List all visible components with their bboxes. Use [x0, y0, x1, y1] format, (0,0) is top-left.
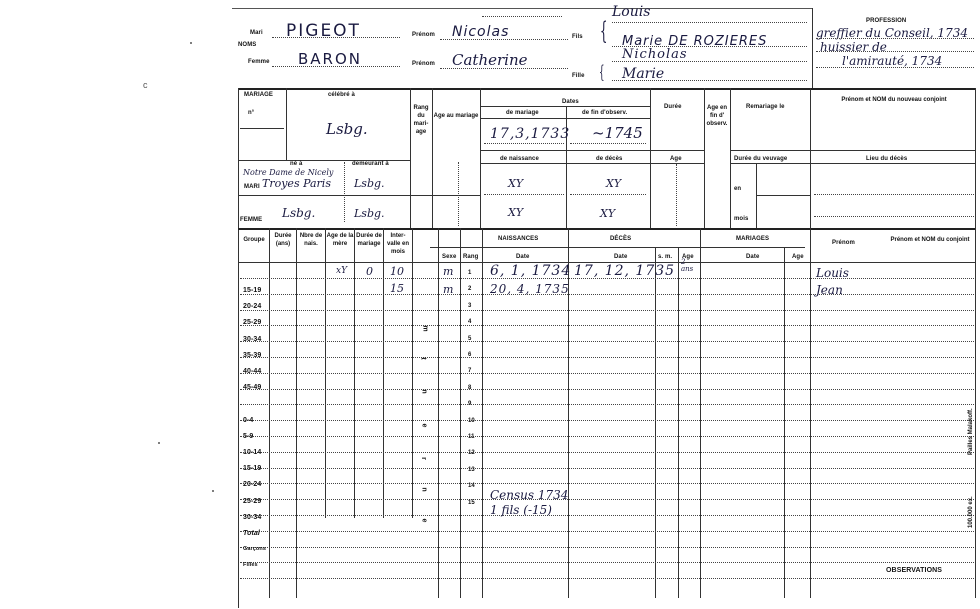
row1-duree-mariage: 0 — [366, 265, 373, 278]
deces-label-top: de décès — [596, 156, 623, 162]
marriage-top-rule — [238, 88, 976, 90]
fils-line-1 — [612, 22, 807, 23]
row1-naissance: 6, 1, 1734 — [490, 263, 572, 279]
femme-prenom: Catherine — [452, 51, 528, 69]
table-row-line — [240, 483, 974, 484]
femme-row-label: FEMME — [240, 217, 263, 223]
deces-header: DÉCÈS — [610, 236, 632, 242]
stray-mark-1: c — [143, 80, 148, 90]
duree-mariage-header: Durée de mariage — [356, 233, 382, 247]
col-mariages-date — [784, 247, 785, 598]
mari-prenom-label: Prénom — [412, 32, 435, 38]
census-note-1: Census 1734 — [490, 488, 569, 502]
femme-name: BARON — [298, 50, 363, 68]
remariage-underline — [730, 150, 810, 151]
fils-brace: { — [599, 17, 608, 45]
femme-naissance: XY — [508, 206, 524, 219]
mari-label: Mari — [250, 30, 263, 36]
femme-prenom-label: Prénom — [412, 61, 435, 67]
groupe-header: Groupe — [243, 237, 265, 243]
intervalle-header: Inter-valle en mois — [386, 233, 409, 255]
veuvage-underline — [730, 163, 810, 164]
dates-label: Dates — [562, 99, 579, 105]
row2-intervalle: 15 — [390, 282, 404, 295]
table-row-line — [240, 389, 974, 390]
mari-name-line — [272, 37, 400, 38]
rang-number: 10 — [468, 418, 475, 424]
rang-number: 8 — [468, 385, 472, 391]
date-mariage: 17,3,1733 — [490, 126, 571, 142]
groupe-label: Garçons — [243, 546, 267, 552]
groupe-label: 25-29 — [243, 319, 262, 326]
side-letter: n — [420, 487, 428, 492]
rang-label: Rang du mari-age — [413, 105, 429, 135]
col-duree — [296, 228, 297, 598]
marriage-bottom-rule — [238, 228, 976, 230]
demeurant-label: demeurant à — [352, 161, 389, 167]
table-row-line — [240, 547, 974, 548]
groupe-label: 30-34 — [243, 336, 262, 343]
census-note-2: 1 fils (-15) — [490, 503, 552, 517]
side-print-1: Pailles Malakoff. — [968, 408, 974, 455]
groupe-label: Total — [243, 530, 260, 537]
mariages-header: MARIAGES — [736, 236, 770, 242]
table-row-line — [240, 499, 974, 500]
mois-label: mois — [734, 216, 749, 222]
mari-row-label: MARI — [244, 184, 260, 190]
groupe-label: 10-14 — [243, 449, 262, 456]
mari-deces: XY — [606, 177, 622, 190]
mari-naissance: XY — [508, 177, 524, 190]
rang-number: 12 — [468, 450, 475, 456]
rang-number: 9 — [468, 401, 472, 407]
row1-intervalle: 10 — [390, 265, 404, 278]
fils-label: Fils — [572, 34, 583, 40]
col-sm — [678, 247, 679, 598]
duree-label: Durée — [664, 104, 682, 110]
age-fin-label: Age en fin d' observ. — [706, 105, 728, 127]
groupe-label: 45-49 — [243, 384, 262, 391]
naissance-underline — [480, 163, 704, 164]
groupe-label: 15-19 — [243, 465, 262, 472]
side-letter: n — [420, 389, 428, 394]
groupe-label: 40-44 — [243, 368, 262, 375]
table-row-line — [240, 531, 974, 532]
table-row-line — [240, 404, 974, 405]
table-row-line — [240, 452, 974, 453]
rang-number: 13 — [468, 467, 475, 473]
prenom-nom-conjoint-label: Prénom et NOM du nouveau conjoint — [841, 97, 947, 103]
stray-dot-1 — [190, 42, 192, 44]
no-line — [240, 128, 284, 129]
lieu-line-1 — [814, 194, 974, 195]
fils-name-3: Nicholas — [622, 47, 688, 62]
top-rule — [232, 8, 812, 9]
groupe-label: 25-29 — [243, 498, 262, 505]
conjoint-underline — [810, 150, 976, 151]
fils-name-2: Marie DE ROZIERES — [622, 34, 768, 49]
table-row-line — [240, 578, 974, 579]
mari-born: Troyes Paris — [262, 177, 331, 190]
mari-prenom: Nicolas — [452, 24, 510, 40]
prenom-nom-conjoint-header: Prénom et NOM du conjoint — [890, 237, 970, 243]
col-rang — [482, 228, 483, 598]
lieu-underline — [810, 163, 976, 164]
rang-number: 14 — [468, 483, 475, 489]
dates-sub-underline — [480, 118, 650, 119]
profession-line-3: l'amirauté, 1734 — [842, 54, 943, 68]
dates-underline — [480, 106, 650, 107]
age-right-divider — [480, 88, 481, 228]
sm-header: s. m. — [658, 254, 673, 260]
profession-label: PROFESSION — [866, 18, 907, 24]
lieu-line-2 — [814, 216, 974, 217]
veuvage-mid-line — [756, 195, 810, 196]
row1-age: 2 ans — [681, 258, 694, 273]
groupe-label: 35-39 — [243, 352, 262, 359]
noms-label: NOMS — [238, 42, 257, 48]
left-border — [238, 88, 239, 608]
mari-row-line — [238, 195, 410, 196]
right-border — [975, 88, 976, 598]
col-mariages-age — [810, 228, 811, 598]
femme-deces: XY — [600, 207, 616, 220]
side-letter: e — [420, 518, 428, 523]
table-row-line — [240, 357, 974, 358]
col-deces-date — [655, 247, 656, 598]
profession-divider — [812, 8, 813, 88]
table-row-line — [240, 436, 974, 437]
rang-number: 2 — [468, 286, 472, 292]
rang-number: 4 — [468, 319, 472, 325]
duree-veuvage-label: Durée du veuvage — [734, 156, 788, 162]
age-mariage-label: Age au mariage — [433, 113, 479, 119]
row2-naissance: 20, 4, 1735 — [490, 282, 570, 296]
prenom-header: Prénom — [832, 240, 855, 246]
age-center-dotted — [458, 162, 459, 226]
stray-dot-3 — [212, 490, 214, 492]
table-row-line — [240, 562, 974, 563]
col-side-letters — [438, 228, 439, 598]
femme-lives: Lsbg. — [354, 207, 385, 220]
prof-line-1 — [816, 38, 974, 39]
rang-number: 15 — [468, 500, 475, 506]
filles-label: Fille — [572, 73, 585, 79]
age-mere-header: Age de la mère — [326, 233, 354, 247]
mari-lives: Lsbg. — [354, 177, 385, 190]
row1-prenom: Louis — [816, 266, 849, 280]
deces-date-header: Date — [614, 254, 628, 260]
age-label-2: Age — [670, 156, 682, 162]
table-row-line — [240, 468, 974, 469]
femme-name-line — [272, 66, 400, 67]
side-letter: r — [419, 457, 427, 460]
fin-observ-label: de fin d'observ. — [582, 110, 628, 116]
naissances-header: NAISSANCES — [498, 236, 539, 242]
fils-name-1: Louis — [612, 4, 651, 20]
mariages-age-header: Age — [792, 254, 804, 260]
table-row-line — [240, 294, 974, 295]
groupe-label: 5-9 — [243, 433, 254, 440]
fille-brace: { — [598, 62, 605, 83]
date-fin: ~1745 — [592, 124, 643, 142]
table-row-line — [240, 341, 974, 342]
lieu-deces-label: Lieu du décès — [866, 156, 908, 162]
duree-left-divider — [650, 88, 651, 228]
table-row-line — [240, 373, 974, 374]
remariage-right-divider — [810, 88, 811, 228]
de-mariage-label: de mariage — [506, 110, 539, 116]
mariage-no-divider — [286, 88, 287, 160]
groupe-label: 20-24 — [243, 303, 262, 310]
rang-number: 5 — [468, 336, 472, 342]
naissance-label: de naissance — [500, 156, 539, 162]
col-sexe — [460, 228, 461, 598]
profession-line-2: huissier de — [820, 40, 887, 54]
groupe-label: 20-24 — [243, 481, 262, 488]
row2-sexe: m — [443, 283, 454, 296]
row1-sexe: m — [443, 265, 454, 278]
dotted-top — [482, 16, 562, 17]
age-dotted — [676, 164, 677, 226]
side-print-2: 100.000 ex. — [968, 496, 974, 528]
side-letter: t — [419, 357, 427, 360]
mariages-date-header: Date — [746, 254, 760, 260]
col-deces-age — [700, 228, 701, 598]
mariage-label: MARIAGE — [244, 92, 274, 98]
naissance-date-header: Date — [516, 254, 530, 260]
observations-label: OBSERVATIONS — [886, 567, 943, 574]
femme-label: Femme — [248, 59, 270, 65]
date-fin-line — [570, 143, 646, 144]
mari-name: PIGEOT — [286, 21, 361, 41]
prof-line-3 — [816, 67, 974, 68]
remariage-label: Remariage le — [746, 104, 785, 110]
rang-number: 6 — [468, 352, 472, 358]
mari-nais-line — [484, 194, 564, 195]
rang-number: 3 — [468, 303, 472, 309]
rang-right-divider — [432, 88, 433, 228]
nbre-header: Nbre de nais. — [299, 233, 323, 247]
sexe-header: Sexe — [442, 254, 457, 260]
groupe-label: 15-19 — [243, 287, 262, 294]
femme-born: Lsbg. — [282, 206, 316, 220]
fille-name-1: Marie — [622, 66, 665, 82]
no-label: n° — [248, 110, 255, 116]
fille-line-1 — [612, 80, 807, 81]
femme-prenom-line — [440, 68, 568, 69]
celebre-label: célébré à — [328, 92, 355, 98]
groupe-label: 0-4 — [243, 417, 254, 424]
rang-row-line — [410, 195, 480, 196]
side-letter: m — [421, 325, 429, 332]
table-row-line — [240, 310, 974, 311]
mari-born-note: Notre Dame de Nicely — [243, 168, 334, 177]
rang-number: 7 — [468, 368, 472, 374]
fils-line-3 — [612, 61, 807, 62]
mari-dec-line — [570, 194, 646, 195]
col-groupe — [269, 228, 270, 598]
ne-dem-divider — [344, 162, 345, 222]
dates-row-rule — [480, 150, 704, 151]
veuvage-inner-divider — [756, 164, 757, 228]
rang-number: 11 — [468, 434, 475, 440]
mari-prenom-line — [440, 39, 568, 40]
deces-age-header: Age — [682, 254, 694, 260]
en-label: en — [734, 186, 742, 192]
mariage-place: Lsbg. — [326, 120, 368, 138]
row1-deces: 17, 12, 1735 — [574, 263, 676, 279]
duree-header: Durée (ans) — [274, 233, 292, 247]
ne-a-label: né à — [290, 161, 303, 167]
table-row-line — [240, 515, 974, 516]
age-fin-right-divider — [730, 88, 731, 228]
stray-dot-2 — [158, 442, 160, 444]
fils-line-2 — [612, 46, 807, 47]
table-subheader-rule — [430, 247, 805, 248]
groupe-label: Filles — [243, 562, 258, 568]
groupe-label: 30-34 — [243, 514, 262, 521]
row2-prenom: Jean — [816, 283, 843, 297]
table-row-line — [240, 420, 974, 421]
profession-line-1: greffier du Conseil, 1734 — [816, 26, 968, 40]
prof-line-2 — [816, 51, 974, 52]
table-row-line — [240, 325, 974, 326]
side-letter: e — [420, 423, 428, 428]
date-mariage-line — [484, 143, 564, 144]
row1-age-mere: xY — [336, 266, 348, 276]
dates-mid-divider — [566, 106, 567, 228]
rang-number: 1 — [468, 270, 472, 276]
rang-header: Rang — [463, 254, 479, 260]
